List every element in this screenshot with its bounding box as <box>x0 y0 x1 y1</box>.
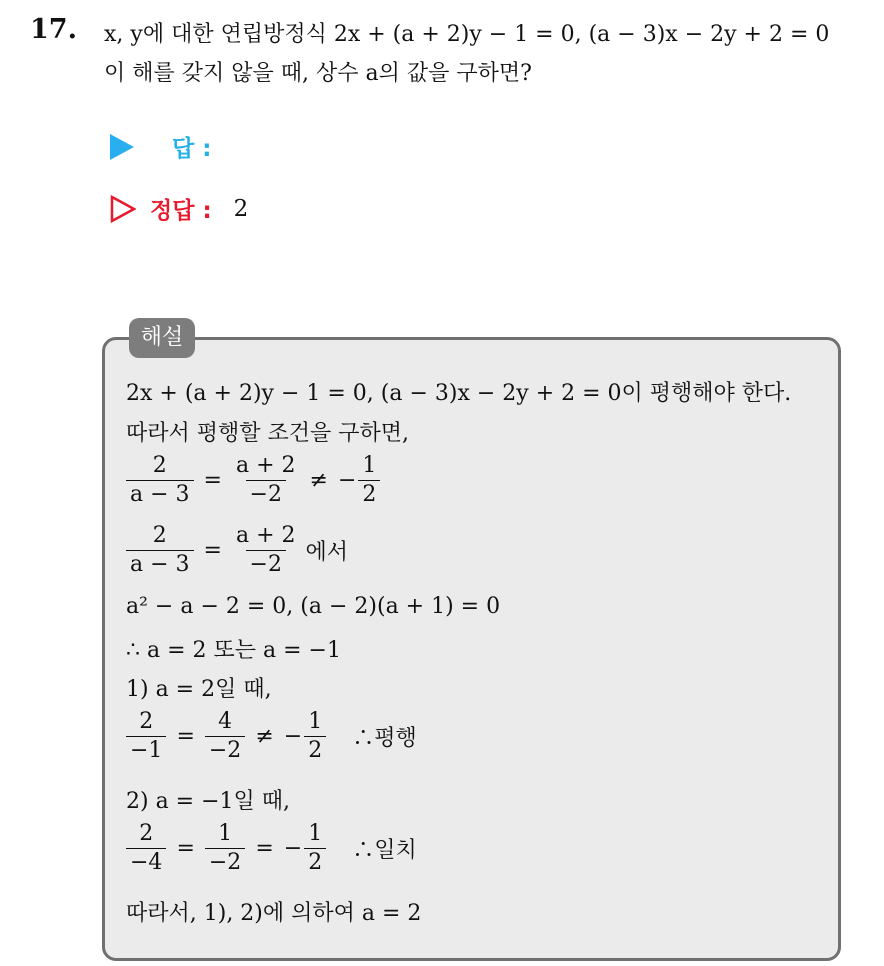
solution-line-2: 따라서 평행할 조건을 구하면, <box>126 421 409 446</box>
result-note: ∴평행 <box>352 726 417 751</box>
fraction: $\frac{2}{a - 3}$ <box>126 522 194 579</box>
outline-triangle-icon <box>110 195 136 223</box>
question-number: 17. <box>30 14 77 45</box>
question-text-line2: 이 해를 갖지 않을 때, 상수 a의 값을 구하면? <box>104 61 532 86</box>
play-triangle-icon <box>110 134 134 160</box>
solution-line-6: ∴ a = 2 또는 a = −1 <box>126 638 341 663</box>
minus-sign: − <box>283 836 303 861</box>
correct-answer-label: 정답 : <box>150 198 212 224</box>
correct-answer-row <box>110 192 248 225</box>
operator: = <box>255 836 274 861</box>
operator: ≠ <box>255 724 274 749</box>
solution-tab: 해설 <box>129 318 195 358</box>
operator: = <box>203 538 222 563</box>
solution-line-5: a² − a − 2 = 0, (a − 2)(a + 1) = 0 <box>126 594 501 619</box>
fraction: $\frac{1}{2}$ <box>304 708 326 765</box>
solution-line-11: 따라서, 1), 2)에 의하여 a = 2 <box>126 901 422 926</box>
result-note: ∴일치 <box>352 838 417 863</box>
fraction: $\frac{4}{-2}$ <box>205 708 245 765</box>
fraction-row-1 <box>126 452 380 509</box>
operator: = <box>176 836 195 861</box>
fraction: $\frac{2}{a - 3}$ <box>126 452 194 509</box>
fraction-row-2 <box>126 522 348 579</box>
fraction: $\frac{1}{2}$ <box>304 820 326 877</box>
answer-label: 답 : <box>172 136 212 162</box>
correct-answer-value: 2 <box>233 195 249 222</box>
question-text-line1: x, y에 대한 연립방정식 2x + (a + 2)y − 1 = 0, (a − 3)x − 2y + 2 = 0 <box>104 22 830 47</box>
fraction-row-4 <box>126 820 417 877</box>
fraction: $\frac{1}{2}$ <box>358 452 380 509</box>
solution-line-7: 1) a = 2일 때, <box>126 677 272 702</box>
solution-line-9: 2) a = −1일 때, <box>126 789 291 814</box>
minus-sign: − <box>337 468 357 493</box>
operator: = <box>176 724 195 749</box>
solution-line-1: 2x + (a + 2)y − 1 = 0, (a − 3)x − 2y + 2 = 0이 평행해야 한다. <box>126 381 792 406</box>
fraction: $\frac{a + 2}{-2}$ <box>235 453 296 507</box>
fraction: $\frac{1}{-2}$ <box>205 820 245 877</box>
fraction-row-3 <box>126 708 417 765</box>
fraction: $\frac{2}{-4}$ <box>126 820 166 877</box>
suffix-text: 에서 <box>305 540 349 565</box>
operator: = <box>203 468 222 493</box>
fraction: $\frac{a + 2}{-2}$ <box>235 523 296 577</box>
fraction: $\frac{2}{-1}$ <box>126 708 166 765</box>
answer-prompt-row <box>110 130 211 163</box>
minus-sign: − <box>283 724 303 749</box>
operator: ≠ <box>309 468 328 493</box>
